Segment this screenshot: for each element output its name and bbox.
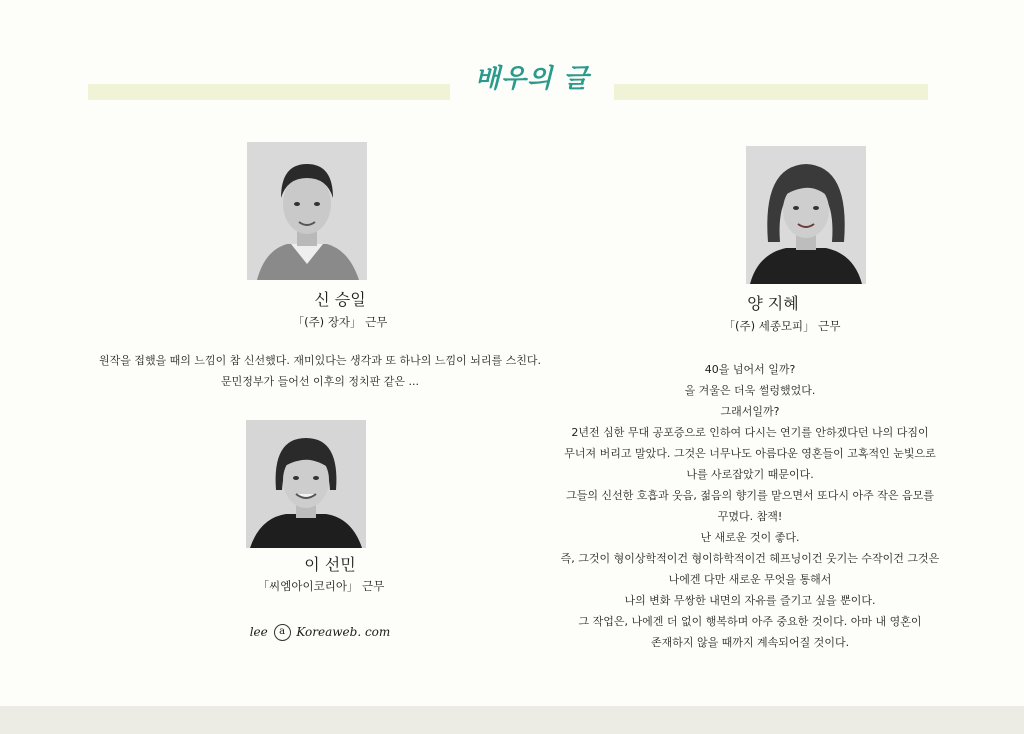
portrait-man-illustration [247,142,367,280]
portrait-woman-illustration [746,146,866,284]
title-band-right [614,84,928,100]
email-domain: Koreaweb. com [296,625,391,639]
statement-line: 존재하지 않을 때까지 계속되어질 것이다. [650,636,850,649]
contact-email [240,624,400,641]
statement-line: 나에겐 다만 새로운 무엇을 통해서 [668,573,832,586]
shin-statement [80,350,560,392]
actor-affiliation-lee: 「씨엠아이코리아」 근무 [257,579,385,593]
statement-line: 무너져 버리고 말았다. 그것은 너무나도 아름다운 영혼들이 고혹적인 눈빛으로 [564,447,936,460]
statement-line: 즉, 그것이 형이상학적이건 형이하학적이건 헤프닝이건 웃기는 수작이건 그것은 [560,552,940,565]
statement-line: 2년전 심한 무대 공포증으로 인하여 다시는 연기를 안하겠다던 나의 다짐이 [571,426,929,439]
statement-line: 나의 변화 무쌍한 내면의 자유를 즐기고 싶을 뿐이다. [624,594,876,607]
statement-line: 나를 사로잡았기 때문이다. [686,468,814,481]
statement-line: 올 겨울은 더욱 썰렁했었다. [684,384,816,397]
photo-lee-sunmin [246,420,366,548]
statement-line: 그들의 신선한 호흡과 웃음, 젊음의 향기를 맡으면서 또다시 아주 작은 음모를 [566,489,934,502]
statement-line: 문민정부가 들어선 이후의 정치판 같은 ... [221,375,419,388]
page-title: 배우의 글 [474,64,590,94]
actor-affiliation-shin: 「(주) 장자」 근무 [292,315,388,329]
page-bottom-edge [0,706,1024,734]
photo-yang-jihye [746,146,866,284]
photo-shin-seungil [247,142,367,280]
statement-line: 40을 넘어서 일까? [704,363,796,376]
statement-line: 원작을 접했을 때의 느낌이 참 신선했다. 재미있다는 생각과 또 하나의 느낌이 뇌리를 스친다. [98,354,542,367]
statement-line: 난 새로운 것이 좋다. [700,531,800,544]
portrait-woman-illustration [246,420,366,548]
yang-statement [540,359,960,653]
email-user: lee [249,625,268,639]
email-at-symbol: a [274,624,291,641]
statement-line: 그래서일까? [720,405,780,418]
actor-name-shin: 신 승일 [314,290,366,309]
statement-line: 꾸몄다. 참잭! [717,510,783,523]
title-band-left [88,84,450,100]
actor-affiliation-yang: 「(주) 세종모피」 근무 [723,319,841,333]
statement-line: 그 작업은, 나에겐 더 없이 행복하며 아주 중요한 것이다. 아마 내 영혼이 [578,615,922,628]
actor-name-lee: 이 선민 [304,555,356,574]
actor-name-yang: 양 지혜 [747,294,799,313]
